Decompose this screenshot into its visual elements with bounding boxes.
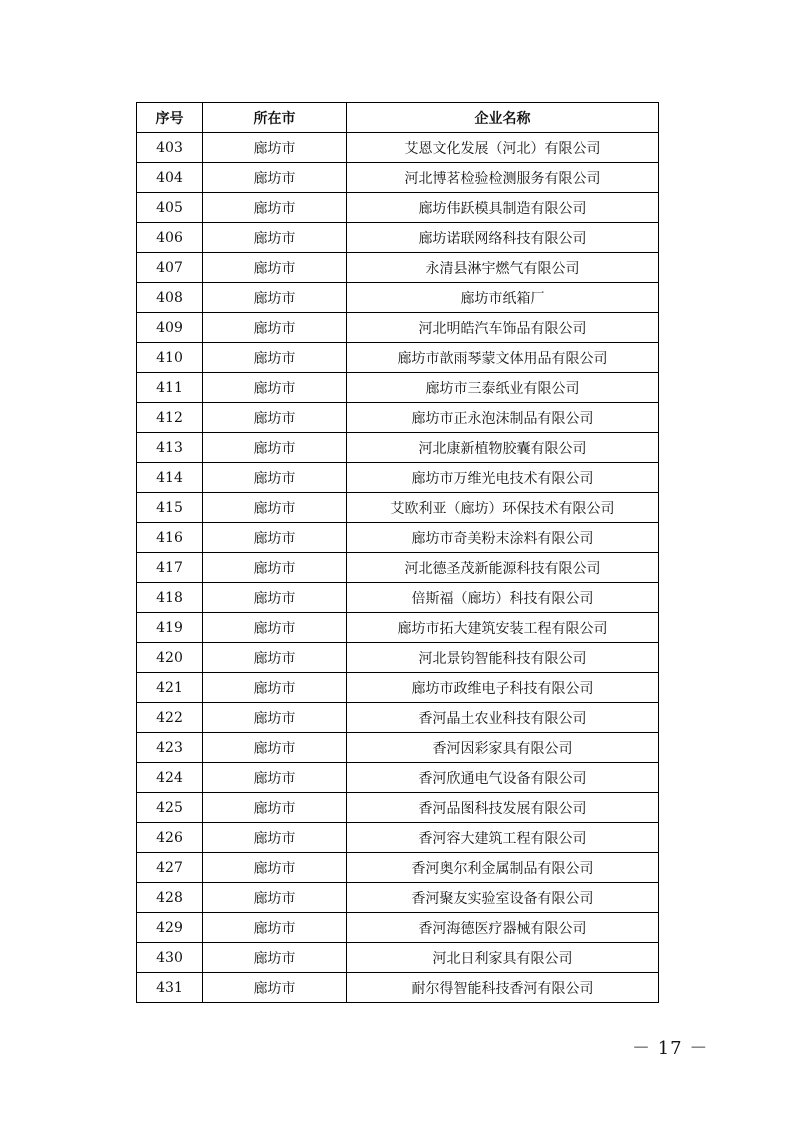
cell-city: 廊坊市: [203, 943, 347, 973]
table-row: [137, 523, 659, 553]
cell-city: 廊坊市: [203, 403, 347, 433]
cell-company: 廊坊市拓大建筑安装工程有限公司: [347, 613, 659, 643]
cell-seq: 426: [137, 823, 203, 853]
table-row: [137, 553, 659, 583]
cell-city: 廊坊市: [203, 583, 347, 613]
table-row: [137, 583, 659, 613]
cell-city: 廊坊市: [203, 493, 347, 523]
table-row: [137, 643, 659, 673]
cell-company: 河北博茗检验检测服务有限公司: [347, 163, 659, 193]
cell-city: 廊坊市: [203, 913, 347, 943]
cell-city: 廊坊市: [203, 643, 347, 673]
cell-seq: 416: [137, 523, 203, 553]
cell-city: 廊坊市: [203, 343, 347, 373]
cell-company: 廊坊伟跃模具制造有限公司: [347, 193, 659, 223]
cell-seq: 411: [137, 373, 203, 403]
table-row: [137, 433, 659, 463]
cell-company: 河北康新植物胶囊有限公司: [347, 433, 659, 463]
cell-seq: 404: [137, 163, 203, 193]
cell-city: 廊坊市: [203, 883, 347, 913]
table-row: [137, 403, 659, 433]
table-row: [137, 373, 659, 403]
cell-company: 廊坊市正永泡沫制品有限公司: [347, 403, 659, 433]
cell-city: 廊坊市: [203, 133, 347, 163]
cell-seq: 418: [137, 583, 203, 613]
table-row: [137, 493, 659, 523]
cell-company: 廊坊诺联网络科技有限公司: [347, 223, 659, 253]
cell-city: 廊坊市: [203, 283, 347, 313]
cell-seq: 415: [137, 493, 203, 523]
cell-company: 香河奥尔利金属制品有限公司: [347, 853, 659, 883]
cell-company: 艾欧利亚（廊坊）环保技术有限公司: [347, 493, 659, 523]
page-number: － 17 －: [632, 1038, 709, 1059]
cell-company: 香河聚友实验室设备有限公司: [347, 883, 659, 913]
table-row: [137, 343, 659, 373]
cell-company: 香河海德医疗器械有限公司: [347, 913, 659, 943]
cell-company: 河北德圣茂新能源科技有限公司: [347, 553, 659, 583]
cell-city: 廊坊市: [203, 463, 347, 493]
table-row: [137, 463, 659, 493]
table-row: [137, 133, 659, 163]
cell-seq: 412: [137, 403, 203, 433]
cell-company: 香河因彩家具有限公司: [347, 733, 659, 763]
cell-seq: 413: [137, 433, 203, 463]
cell-company: 廊坊市歆雨琴蒙文体用品有限公司: [347, 343, 659, 373]
cell-city: 廊坊市: [203, 313, 347, 343]
cell-seq: 403: [137, 133, 203, 163]
cell-seq: 414: [137, 463, 203, 493]
table-row: [137, 853, 659, 883]
cell-company: 河北日利家具有限公司: [347, 943, 659, 973]
cell-seq: 420: [137, 643, 203, 673]
table-body: [137, 133, 659, 1003]
cell-seq: 431: [137, 973, 203, 1003]
header-city: 所在市: [203, 103, 347, 133]
table-row: [137, 283, 659, 313]
cell-company: 廊坊市纸箱厂: [347, 283, 659, 313]
cell-seq: 422: [137, 703, 203, 733]
company-table: [136, 102, 659, 1003]
cell-company: 香河容大建筑工程有限公司: [347, 823, 659, 853]
cell-company: 耐尔得智能科技香河有限公司: [347, 973, 659, 1003]
cell-city: 廊坊市: [203, 433, 347, 463]
cell-seq: 419: [137, 613, 203, 643]
cell-city: 廊坊市: [203, 973, 347, 1003]
cell-city: 廊坊市: [203, 253, 347, 283]
cell-seq: 421: [137, 673, 203, 703]
header-company: 企业名称: [347, 103, 659, 133]
cell-seq: 410: [137, 343, 203, 373]
cell-company: 廊坊市政维电子科技有限公司: [347, 673, 659, 703]
cell-seq: 417: [137, 553, 203, 583]
table-row: [137, 673, 659, 703]
cell-seq: 406: [137, 223, 203, 253]
table-row: [137, 763, 659, 793]
cell-city: 廊坊市: [203, 673, 347, 703]
table-row: [137, 163, 659, 193]
table-header-row: [137, 103, 659, 133]
cell-city: 廊坊市: [203, 793, 347, 823]
cell-company: 廊坊市万维光电技术有限公司: [347, 463, 659, 493]
cell-city: 廊坊市: [203, 853, 347, 883]
cell-city: 廊坊市: [203, 223, 347, 253]
cell-seq: 405: [137, 193, 203, 223]
cell-company: 香河欣通电气设备有限公司: [347, 763, 659, 793]
table-row: [137, 883, 659, 913]
cell-city: 廊坊市: [203, 823, 347, 853]
cell-company: 永清县淋宇燃气有限公司: [347, 253, 659, 283]
table-row: [137, 253, 659, 283]
table-row: [137, 313, 659, 343]
table-row: [137, 193, 659, 223]
cell-city: 廊坊市: [203, 193, 347, 223]
table-row: [137, 913, 659, 943]
cell-company: 河北明皓汽车饰品有限公司: [347, 313, 659, 343]
header-seq: 序号: [137, 103, 203, 133]
table-row: [137, 943, 659, 973]
cell-city: 廊坊市: [203, 523, 347, 553]
cell-seq: 423: [137, 733, 203, 763]
table-row: [137, 823, 659, 853]
cell-city: 廊坊市: [203, 553, 347, 583]
cell-seq: 409: [137, 313, 203, 343]
cell-company: 香河品图科技发展有限公司: [347, 793, 659, 823]
cell-company: 廊坊市三泰纸业有限公司: [347, 373, 659, 403]
table-row: [137, 703, 659, 733]
table-row: [137, 973, 659, 1003]
cell-seq: 427: [137, 853, 203, 883]
cell-seq: 424: [137, 763, 203, 793]
cell-seq: 429: [137, 913, 203, 943]
cell-company: 艾恩文化发展（河北）有限公司: [347, 133, 659, 163]
cell-company: 河北景钧智能科技有限公司: [347, 643, 659, 673]
cell-seq: 408: [137, 283, 203, 313]
table-row: [137, 613, 659, 643]
cell-seq: 407: [137, 253, 203, 283]
cell-city: 廊坊市: [203, 703, 347, 733]
cell-city: 廊坊市: [203, 733, 347, 763]
cell-seq: 430: [137, 943, 203, 973]
cell-city: 廊坊市: [203, 373, 347, 403]
cell-seq: 428: [137, 883, 203, 913]
cell-company: 廊坊市奇美粉末涂料有限公司: [347, 523, 659, 553]
cell-seq: 425: [137, 793, 203, 823]
cell-city: 廊坊市: [203, 763, 347, 793]
cell-company: 倍斯福（廊坊）科技有限公司: [347, 583, 659, 613]
cell-city: 廊坊市: [203, 163, 347, 193]
cell-city: 廊坊市: [203, 613, 347, 643]
table-row: [137, 793, 659, 823]
cell-company: 香河晶土农业科技有限公司: [347, 703, 659, 733]
table-row: [137, 733, 659, 763]
table-row: [137, 223, 659, 253]
